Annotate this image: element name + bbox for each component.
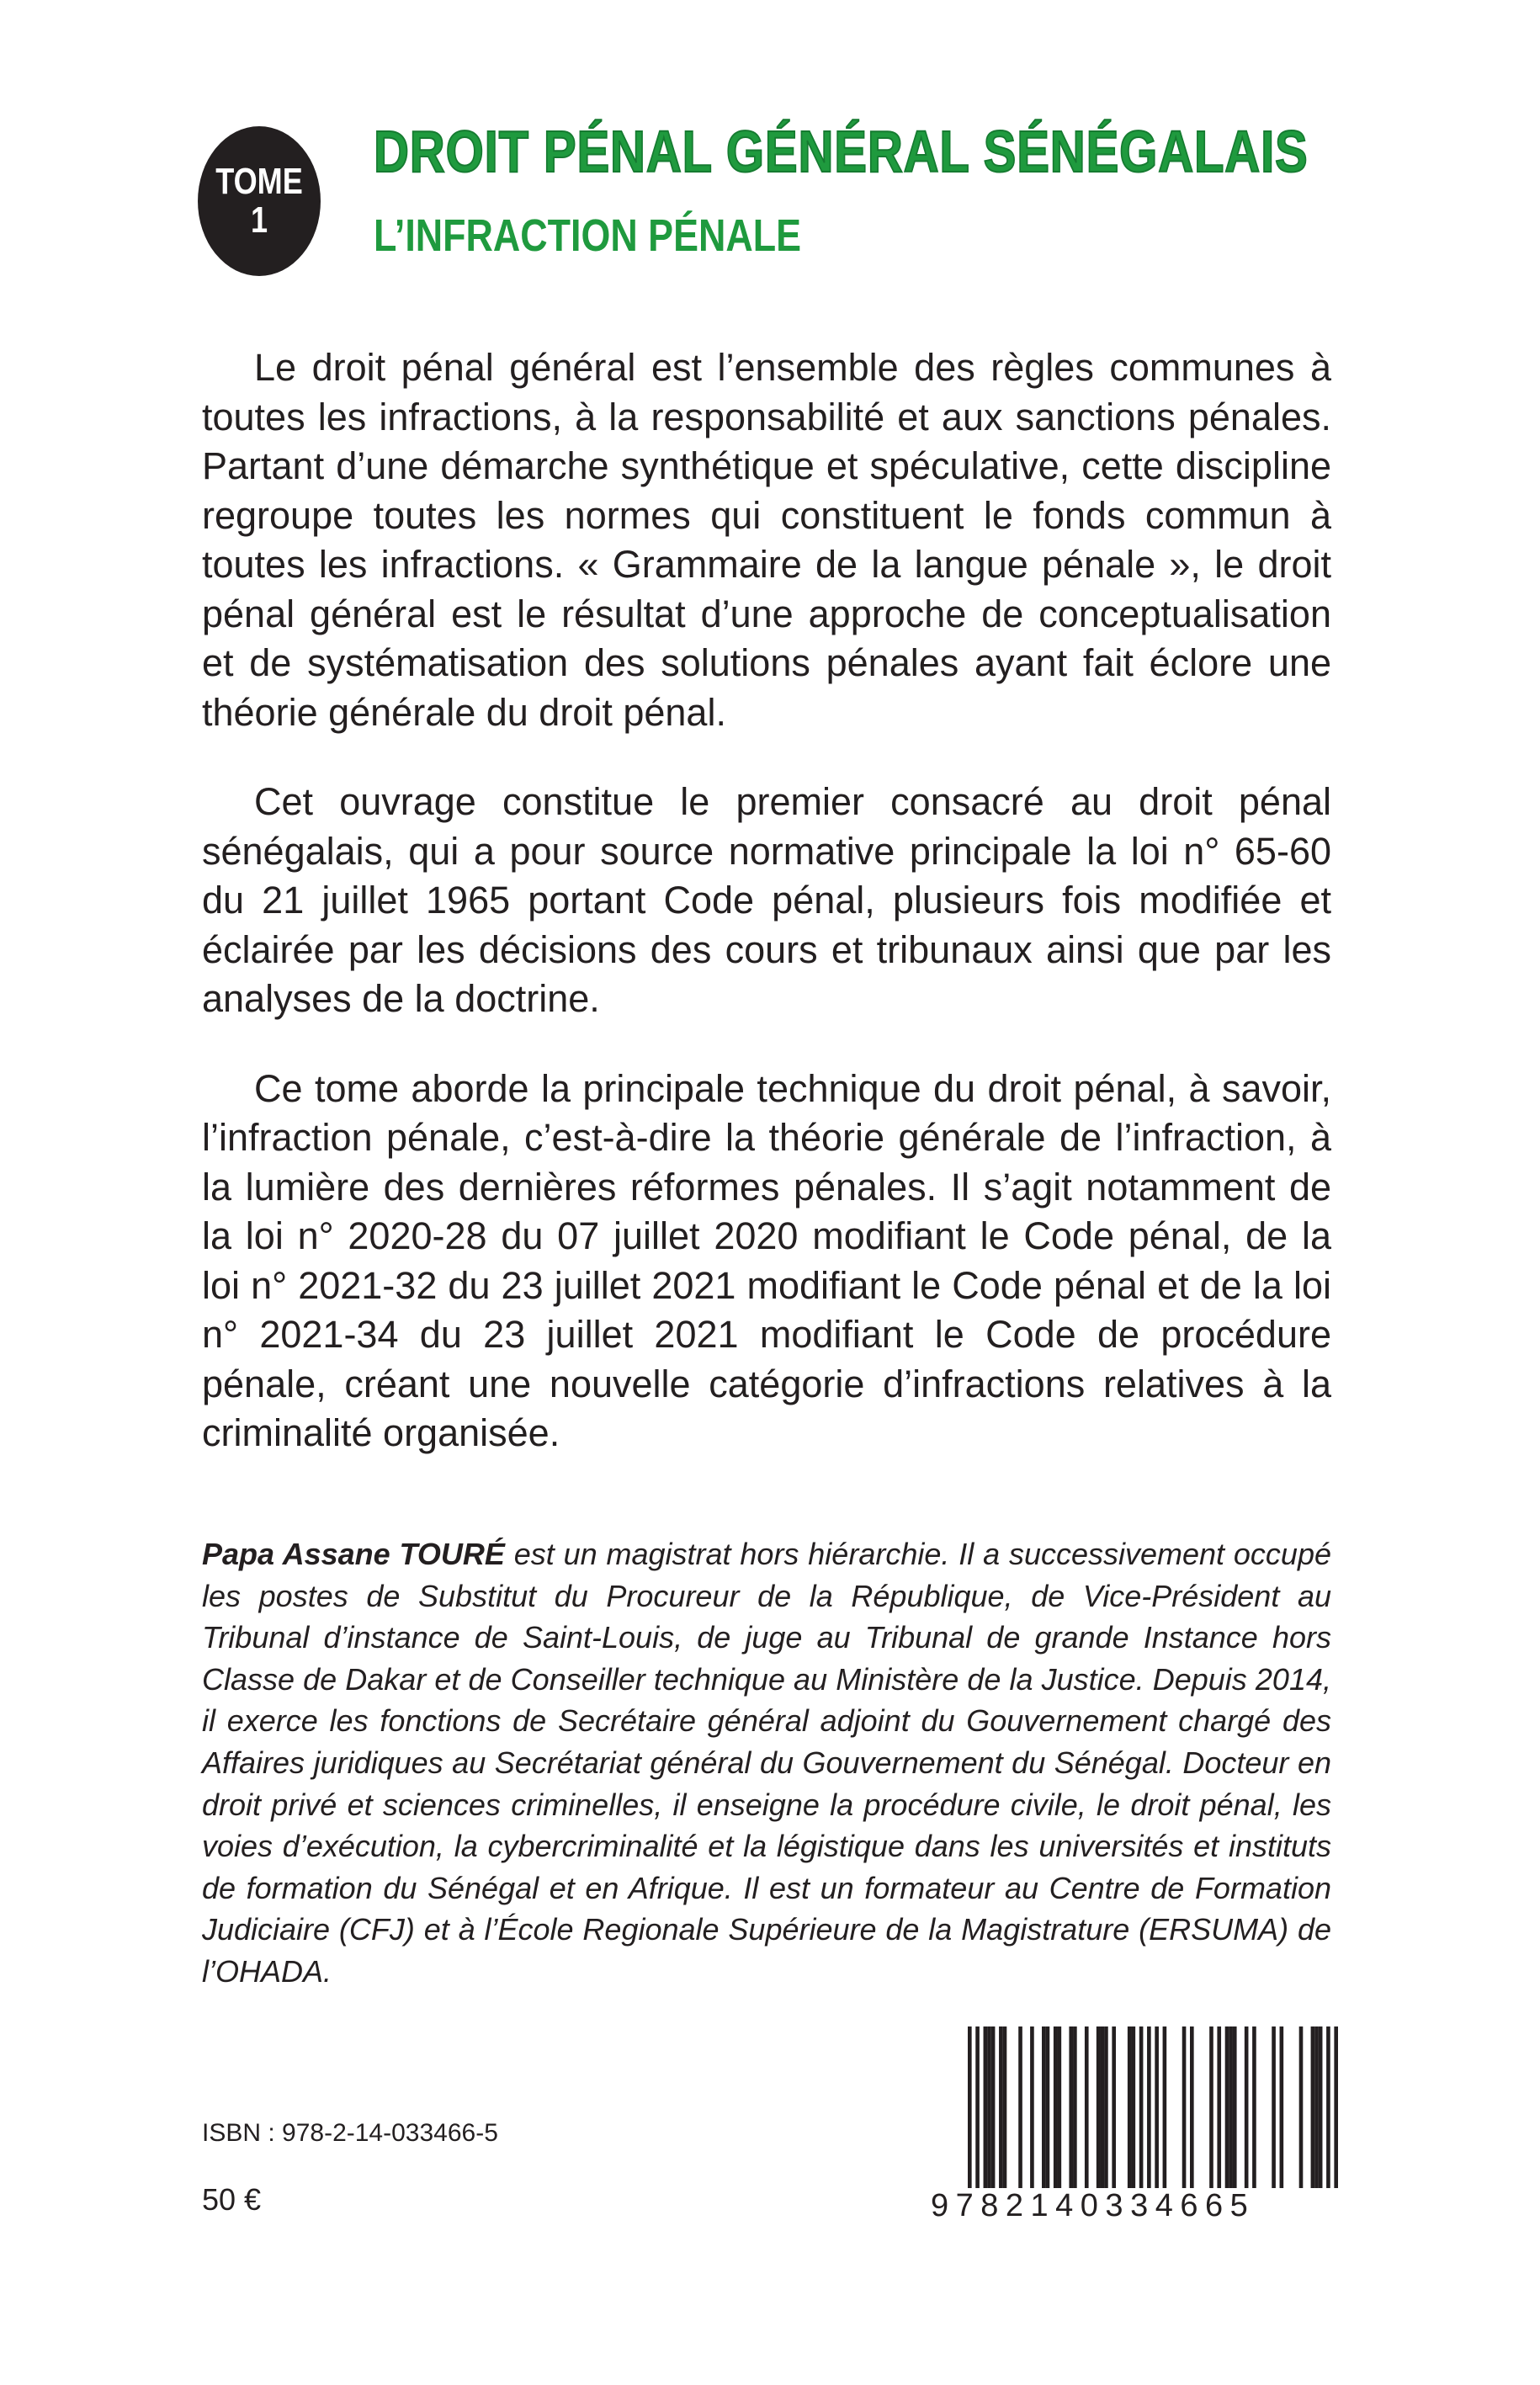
barcode-digits: 9782140334665 bbox=[931, 2188, 1256, 2223]
barcode-bar bbox=[1097, 2026, 1101, 2188]
barcode-bar bbox=[984, 2026, 988, 2188]
isbn: ISBN : 978-2-14-033466-5 bbox=[202, 2119, 498, 2147]
barcode-bar bbox=[1319, 2026, 1323, 2188]
barcode-bar bbox=[1104, 2026, 1108, 2188]
barcode-bar bbox=[1147, 2026, 1151, 2188]
barcode-bar bbox=[1018, 2026, 1022, 2188]
barcode-bar bbox=[1058, 2026, 1062, 2188]
barcode-bar bbox=[1229, 2026, 1233, 2188]
barcode-bar bbox=[991, 2026, 996, 2188]
barcode-bar bbox=[1069, 2026, 1073, 2188]
barcode-bar bbox=[1311, 2026, 1315, 2188]
barcode-bar bbox=[1217, 2026, 1221, 2188]
barcode-bar bbox=[1003, 2026, 1007, 2188]
barcode-bar bbox=[1209, 2026, 1213, 2188]
barcode-bar bbox=[1163, 2026, 1167, 2188]
barcode-bar bbox=[1272, 2026, 1276, 2188]
barcode-bar bbox=[1182, 2026, 1187, 2188]
author-bio-text: est un magistrat hors hiérarchie. Il a successivement occupé les postes de Substitut du Procureur de la République, de Vice-Président au Tribunal d’instance de Saint-Louis, de juge au Tribunal de grande Instance hors Classe de Dakar et de Conseiller technique au Ministère de la Justice. Depuis 2014, il exerce les fonctions de Secrétaire général adjoint du Gouvernement chargé des Affaires juridiques au Secrétariat général du Gouvernement du Sénégal. Docteur en droit privé et sciences criminelles, il enseigne la procédure civile, le droit pénal, les voies d’exécution, la cybercriminalité et la légistique dans les universités et instituts de formation du Sénégal et en Afrique. Il est un formateur au Centre de Formation Judiciaire (CFJ) et à l’École Regionale Supérieure de la Magistrature (ERSUMA) de l’OHADA. bbox=[202, 1537, 1331, 1989]
barcode-bar bbox=[987, 2026, 991, 2188]
barcode-bar bbox=[975, 2026, 980, 2188]
barcode-bar bbox=[1280, 2026, 1284, 2188]
barcode bbox=[968, 2026, 1338, 2188]
barcode-bar bbox=[1132, 2026, 1136, 2188]
book-title: DROIT PÉNAL GÉNÉRAL SÉNÉGALAIS bbox=[374, 119, 1309, 184]
barcode-bar bbox=[1046, 2026, 1050, 2188]
barcode-bar bbox=[1030, 2026, 1034, 2188]
barcode-bar bbox=[1334, 2026, 1338, 2188]
barcode-bar bbox=[1233, 2026, 1237, 2188]
barcode-bar bbox=[1085, 2026, 1089, 2188]
barcode-bar bbox=[1299, 2026, 1304, 2188]
barcode-bar bbox=[1042, 2026, 1046, 2188]
barcode-bar bbox=[1225, 2026, 1229, 2188]
barcode-bar bbox=[1155, 2026, 1159, 2188]
barcode-bar bbox=[968, 2026, 972, 2188]
price: 50 € bbox=[202, 2182, 262, 2217]
barcode-bar bbox=[1245, 2026, 1249, 2188]
barcode-bar bbox=[1190, 2026, 1194, 2188]
tome-number: 1 bbox=[250, 199, 268, 241]
barcode-bar bbox=[1326, 2026, 1330, 2188]
summary-paragraph: Le droit pénal général est l’ensemble des règles communes à toutes les infractions, à la responsabilité et aux sanctions pénales. Partant d’une démarche synthétique et spéculative, cette discipline regroupe toutes les normes qui constituent le fonds commun à toutes les infractions. « Grammaire de la langue pénale », le droit pénal général est le résultat d’une approche de conceptualisation et de systématisation des solutions pénales ayant fait éclore une théorie générale du droit pénal. bbox=[202, 346, 1331, 734]
barcode-bar bbox=[1073, 2026, 1077, 2188]
author-name: Papa Assane TOURÉ bbox=[202, 1537, 505, 1571]
barcode-bar bbox=[1139, 2026, 1144, 2188]
barcode-bar bbox=[1128, 2026, 1132, 2188]
summary-paragraph: Cet ouvrage constitue le premier consacré au droit pénal sénégalais, qui a pour source normative principale la loi n° 65-60 du 21 juillet 1965 portant Code pénal, plusieurs fois modifiée et éclairée par les décisions des cours et tribunaux ainsi que par les analyses de la doctrine. bbox=[202, 780, 1331, 1020]
barcode-bar bbox=[999, 2026, 1003, 2188]
barcode-bar bbox=[1314, 2026, 1319, 2188]
book-subtitle: L’INFRACTION PÉNALE bbox=[374, 210, 801, 261]
barcode-bar bbox=[1054, 2026, 1058, 2188]
tome-badge bbox=[198, 126, 321, 276]
summary bbox=[202, 343, 1331, 1499]
tome-label: TOME bbox=[215, 161, 303, 202]
barcode-bar bbox=[1100, 2026, 1104, 2188]
barcode-bar bbox=[1112, 2026, 1116, 2188]
summary-paragraph: Ce tome aborde la principale technique du droit pénal, à savoir, l’infraction pénale, c’est-à-dire la théorie générale de l’infraction, à la lumière des dernières réformes pénales. Il s’agit notamment de la loi n° 2020-28 du 07 juillet 2020 modifiant le Code pénal, de la loi n° 2021-32 du 23 juillet 2021 modifiant le Code pénal et de la loi n° 2021-34 du 23 juillet 2021 modifiant le Code de procédure pénale, créant une nouvelle catégorie d’infractions relatives à la criminalité organisée. bbox=[202, 1066, 1331, 1454]
barcode-bar bbox=[1252, 2026, 1256, 2188]
author-bio bbox=[202, 1533, 1331, 1993]
